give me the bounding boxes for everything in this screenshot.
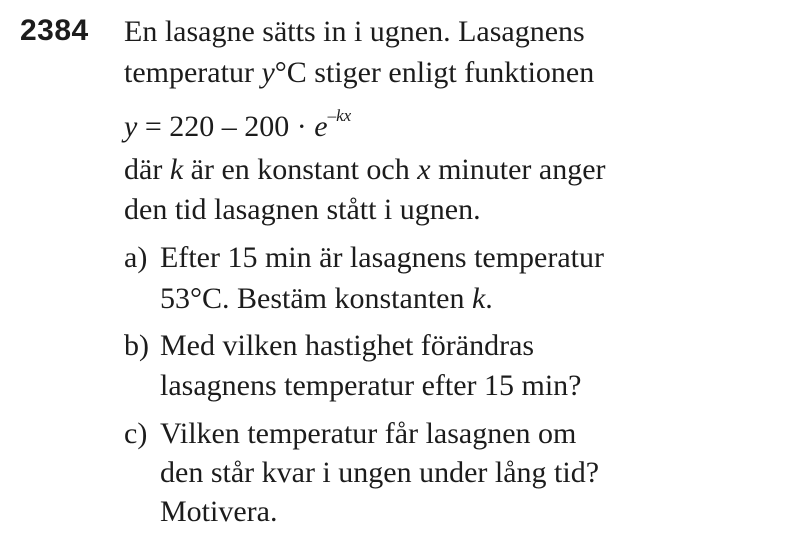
temperature-variable: y bbox=[261, 56, 275, 89]
problem-number: 2384 bbox=[20, 14, 89, 47]
where-text-c: minuter anger bbox=[430, 153, 606, 186]
formula bbox=[124, 102, 351, 145]
part-b-label: b) bbox=[124, 329, 149, 362]
intro-text-b: °C stiger enligt funktionen bbox=[274, 56, 595, 89]
part-a-variable: k bbox=[471, 282, 486, 315]
part-b-line-2: lasagnens temperatur efter 15 min? bbox=[160, 369, 582, 402]
part-b-line-1: Med vilken hastighet förändras bbox=[160, 329, 535, 362]
part-a-text: 53°C. Bestäm konstanten bbox=[160, 282, 472, 315]
part-c-line-3: Motivera. bbox=[160, 495, 278, 528]
intro-line-1: En lasagne sätts in i ugnen. Lasagnens bbox=[124, 15, 585, 48]
part-a-line-2 bbox=[160, 281, 493, 317]
formula-exponent: –kx bbox=[327, 106, 352, 125]
formula-y: y bbox=[124, 110, 138, 143]
where-line-1 bbox=[124, 152, 606, 188]
where-line-2: den tid lasagnen stått i ugnen. bbox=[124, 193, 481, 226]
intro-text-a: temperatur bbox=[124, 56, 262, 89]
part-c-line-2: den står kvar i ungen under lång tid? bbox=[160, 456, 600, 489]
formula-e: e bbox=[314, 110, 328, 143]
constant-variable: k bbox=[169, 153, 184, 186]
part-a-period: . bbox=[485, 282, 493, 315]
part-c-line-1: Vilken temperatur får lasagnen om bbox=[160, 417, 577, 450]
where-text-b: är en konstant och bbox=[183, 153, 418, 186]
formula-middle: = 220 – 200 · bbox=[137, 110, 315, 143]
part-c-label: c) bbox=[124, 417, 148, 450]
part-a-label: a) bbox=[124, 241, 148, 274]
minutes-variable: x bbox=[417, 153, 431, 186]
intro-line-2 bbox=[124, 55, 594, 91]
where-text-a: där bbox=[124, 153, 170, 186]
part-a-line-1: Efter 15 min är lasagnens temperatur bbox=[160, 241, 604, 274]
